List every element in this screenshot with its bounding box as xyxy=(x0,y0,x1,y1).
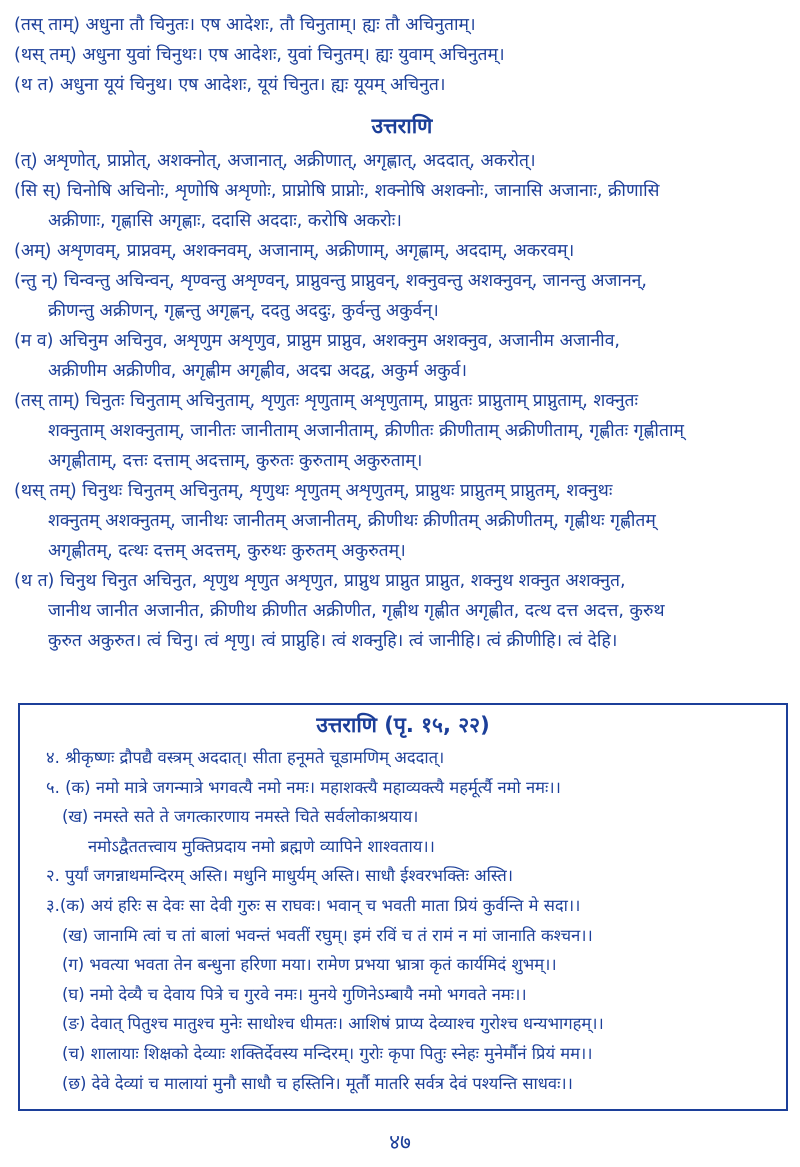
answer-block-thas xyxy=(14,476,790,566)
answer-line: (थस् तम्) चिनुथः चिनुतम् अचिनुतम्, शृणुथः शृणुतम् अशृणुतम्, प्राप्नुथः प्राप्नुतम् प्राप्नुतम्, शक्नुथः xyxy=(14,481,613,501)
answer-block-ma xyxy=(14,326,790,386)
answer-line: (म व) अचिनुम अचिनुव, अशृणुम अशृणुव, प्राप्नुम प्राप्नुव, अशक्नुम अशक्नुव, अजानीम अजानीव, xyxy=(14,331,620,351)
answer-line-continued: जानीथ जानीत अजानीत, क्रीणीथ क्रीणीत अक्रीणीत, गृह्णीथ गृह्णीत अगृह्णीत, दत्थ दत्त अदत्त, कुरुथ xyxy=(48,601,665,621)
box-heading: उत्तराणि (पृ. १५, २२) xyxy=(316,713,490,737)
dual-plural-line-tha: (थ त) अधुना यूयं चिनुथ। एष आदेशः, यूयं चिनुत। ह्यः यूयम् अचिनुत। xyxy=(14,75,446,95)
answer-line-continued: क्रीणन्तु अक्रीणन्, गृह्णन्तु अगृह्णन्, ददतु अददुः, कुर्वन्तु अकुर्वन्। xyxy=(48,301,439,321)
answer-line-continued: शक्नुतम् अशक्नुतम्, जानीथः जानीतम् अजानीतम्, क्रीणीथः क्रीणीतम् अक्रीणीतम्, गृह्णीथः गृह्णीतम् xyxy=(48,511,656,531)
answer-line-continued: अगृह्णीताम्, दत्तः दत्ताम् अदत्ताम्, कुरुतः कुरुताम् अकुरुताम्। xyxy=(48,451,423,471)
top-section xyxy=(14,10,790,656)
box-line: (च) शालायाः शिक्षको देव्याः शक्तिर्देवस्य मन्दिरम्। गुरोः कृपा पितुः स्नेहः मुनेर्मौनं प्रियं मम।। xyxy=(62,1043,593,1063)
box-line: (ग) भवत्या भवता तेन बन्धुना हरिणा मया। रामेण प्रभया भ्रात्रा कृतं कार्यमिदं शुभम्।। xyxy=(62,955,557,975)
page-number: ४७ xyxy=(389,1130,411,1154)
box-line: नमोऽद्वैततत्त्वाय मुक्तिप्रदाय नमो ब्रह्मणे व्यापिने शाश्वताय।। xyxy=(88,836,435,856)
box-line: (ख) नमस्ते सते ते जगत्कारणाय नमस्ते चिते सर्वलोकाश्रयाय। xyxy=(62,807,419,827)
box-line: ४. श्रीकृष्णः द्रौपद्यै वस्त्रम् अददात्। सीता हनूमते चूडामणिम् अददात्। xyxy=(46,748,445,767)
box-line: २. पुर्यां जगन्नाथमन्दिरम् अस्ति। मधुनि माधुर्यम् अस्ति। साधौ ईश्वरभक्तिः अस्ति। xyxy=(46,866,513,886)
answer-line-continued: शक्नुताम् अशक्नुताम्, जानीतः जानीताम् अजानीताम्, क्रीणीतः क्रीणीताम् अक्रीणीताम्, गृह्णीतः गृह्णीताम् xyxy=(48,421,684,441)
answers-box xyxy=(18,703,788,1111)
answer-line: (सि स्) चिनोषि अचिनोः, शृणोषि अशृणोः, प्राप्नोषि प्राप्नोः, शक्नोषि अशक्नोः, जानासि अजानाः, क्रीणासि xyxy=(14,181,660,201)
answer-line: (थ त) चिनुथ चिनुत अचिनुत, शृणुथ शृणुत अशृणुत, प्राप्नुथ प्राप्नुत प्राप्नुत, शक्नुथ शक्नुत अशक्नुत, xyxy=(14,571,626,591)
box-line: (छ) देवे देव्यां च मालायां मुनौ साधौ च हस्तिनि। मूर्तौ मातरि सर्वत्र देवं पश्यन्ति साधवः।। xyxy=(62,1073,573,1093)
answer-block-tha xyxy=(14,566,790,656)
answer-line-continued: अक्रीणीम अक्रीणीव, अगृह्णीम अगृह्णीव, अदद्म अदद्व, अकुर्म अकुर्व। xyxy=(48,361,468,381)
answer-line-continued: अक्रीणाः, गृह्णासि अगृह्णाः, ददासि अददाः, करोषि अकरोः। xyxy=(48,211,402,231)
answer-block-am xyxy=(14,236,790,266)
dual-plural-line-tas: (तस् ताम्) अधुना तौ चिनुतः। एष आदेशः, तौ चिनुताम्। ह्यः तौ अचिनुताम्। xyxy=(14,15,476,35)
box-line: ३.(क) अयं हरिः स देवः सा देवी गुरुः स राघवः। भवान् च भवती माता प्रियं कुर्वन्ति मे सदा।। xyxy=(46,895,581,915)
answer-line: (तस् ताम्) चिनुतः चिनुताम् अचिनुताम्, शृणुतः शृणुताम् अशृणुताम्, प्राप्नुतः प्राप्नुताम् प्राप्नुताम्, शक्नुतः xyxy=(14,391,639,411)
answer-line: (त्) अशृणोत्, प्राप्नोत्, अशक्नोत्, अजानात्, अक्रीणात्, अगृह्णात्, अददात्, अकरोत्। xyxy=(14,151,536,171)
answer-block-si xyxy=(14,176,790,236)
answer-block-tas xyxy=(14,386,790,476)
answer-line: (न्तु न्) चिन्वन्तु अचिन्वन्, शृण्वन्तु अशृण्वन्, प्राप्नुवन्तु प्राप्नुवन्, शक्नुवन्तु अशक्नुवन्, जानन्तु अजानन्, xyxy=(14,271,647,291)
box-line: (ङ) देवात् पितुश्च मातुश्च मुनेः साधोश्च धीमतः। आशिषं प्राप्य देव्याश्च गुरोश्च धन्यभागहम्।। xyxy=(62,1014,604,1034)
answers-heading: उत्तराणि xyxy=(371,114,433,138)
box-line: (ख) जानामि त्वां च तां बालां भवन्तं भवतीं रघुम्। इमं रविं च तं रामं न मां जानाति कश्चन।। xyxy=(62,925,593,945)
answer-line-continued: कुरुत अकुरुत। त्वं चिनु। त्वं शृणु। त्वं प्राप्नुहि। त्वं शक्नुहि। त्वं जानीहि। त्वं क्रीणीहि। त्वं देहि। xyxy=(48,631,618,651)
answer-block-ntu xyxy=(14,266,790,326)
answer-line-continued: अगृह्णीतम्, दत्थः दत्तम् अदत्तम्, कुरुथः कुरुतम् अकुरुतम्। xyxy=(48,541,406,561)
box-line: (घ) नमो देव्यै च देवाय पित्रे च गुरवे नमः। मुनये गुणिनेऽम्बायै नमो भगवते नमः।। xyxy=(62,984,527,1004)
dual-plural-line-thas: (थस् तम्) अधुना युवां चिनुथः। एष आदेशः, युवां चिनुतम्। ह्यः युवाम् अचिनुतम्। xyxy=(14,45,505,65)
answer-line: (अम्) अशृणवम्, प्राप्नवम्, अशक्नवम्, अजानाम्, अक्रीणाम्, अगृह्णाम्, अददाम्, अकरवम्। xyxy=(14,241,575,261)
box-line: ५. (क) नमो मात्रे जगन्मात्रे भगवत्यै नमो नमः। महाशक्त्यै महाव्यक्त्यै महर्मूर्त्यै नमो नमः।। xyxy=(46,777,561,797)
answer-block-t xyxy=(14,146,790,176)
